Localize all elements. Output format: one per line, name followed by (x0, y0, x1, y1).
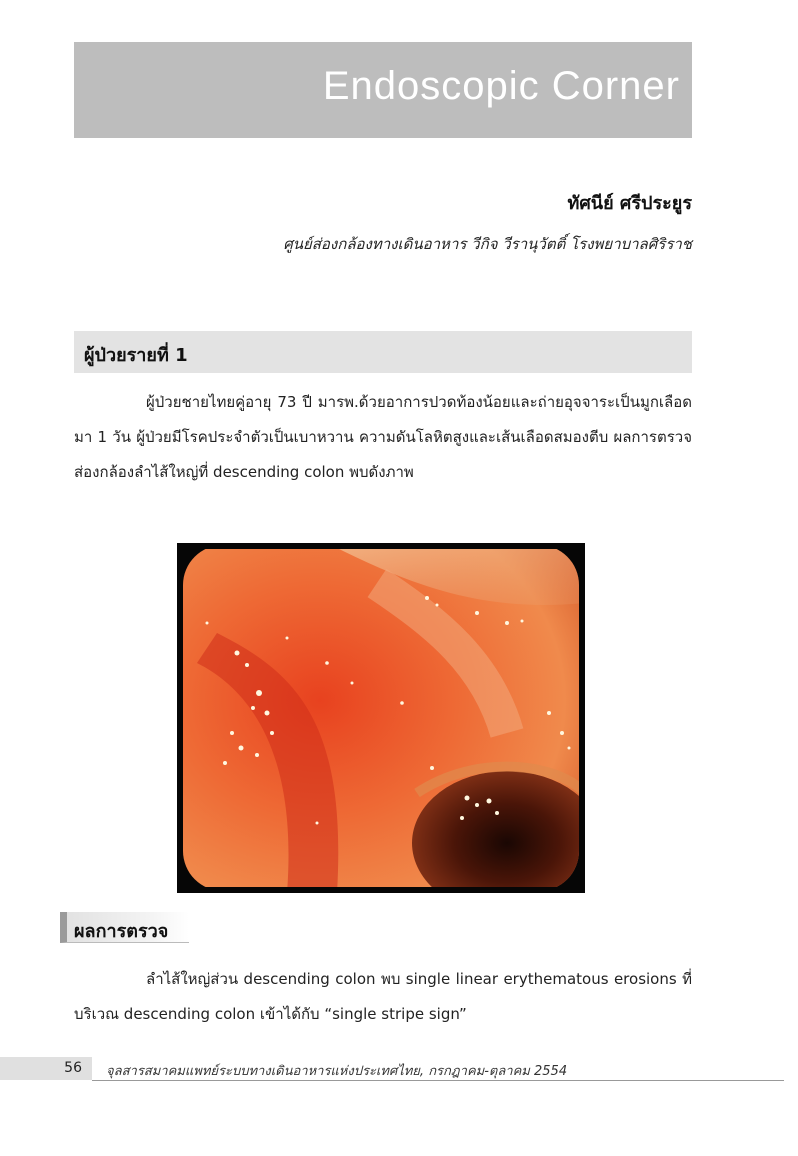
case-heading-bar (74, 331, 692, 373)
endoscopy-image (177, 543, 585, 893)
findings-heading (60, 912, 189, 943)
case-heading: ผู้ป่วยรายที่ 1 (84, 345, 188, 366)
page-number: 56 (64, 1060, 82, 1076)
journal-citation: จุลสารสมาคมแพทย์ระบบทางเดินอาหารแห่งประเทศไทย, กรกฎาคม-ตุลาคม 2554 (106, 1064, 568, 1079)
case-history-paragraph: ผู้ป่วยชายไทยคู่อายุ 73 ปี มารพ.ด้วยอาการปวดท้องน้อยและถ่ายอุจจาระเป็นมูกเลือดมา 1 วัน ผู้ป่วยมีโรคประจำตัวเป็นเบาหวาน ความดันโลหิตสูงและเส้นเลือดสมองตีบ ผลการตรวจส่องกล้องลำไส้ใหญ่ที่ descending colon พบดังภาพ (74, 393, 692, 481)
findings-paragraph: ลำไส้ใหญ่ส่วน descending colon พบ single linear erythematous erosions ที่บริเวณ descending colon เข้าได้กับ “single stripe sign” (74, 970, 692, 1023)
author-affiliation: ศูนย์ส่องกล้องทางเดินอาหาร วีกิจ วีรานุวัตติ์ โรงพยาบาลศิริราช (283, 235, 692, 253)
page-number-box (0, 1057, 92, 1080)
section-title: Endoscopic Corner (322, 64, 680, 108)
header-banner (74, 42, 692, 138)
findings-heading-label: ผลการตรวจ (74, 921, 169, 942)
author-name: ทัศนีย์ ศรีประยูร (567, 193, 692, 214)
